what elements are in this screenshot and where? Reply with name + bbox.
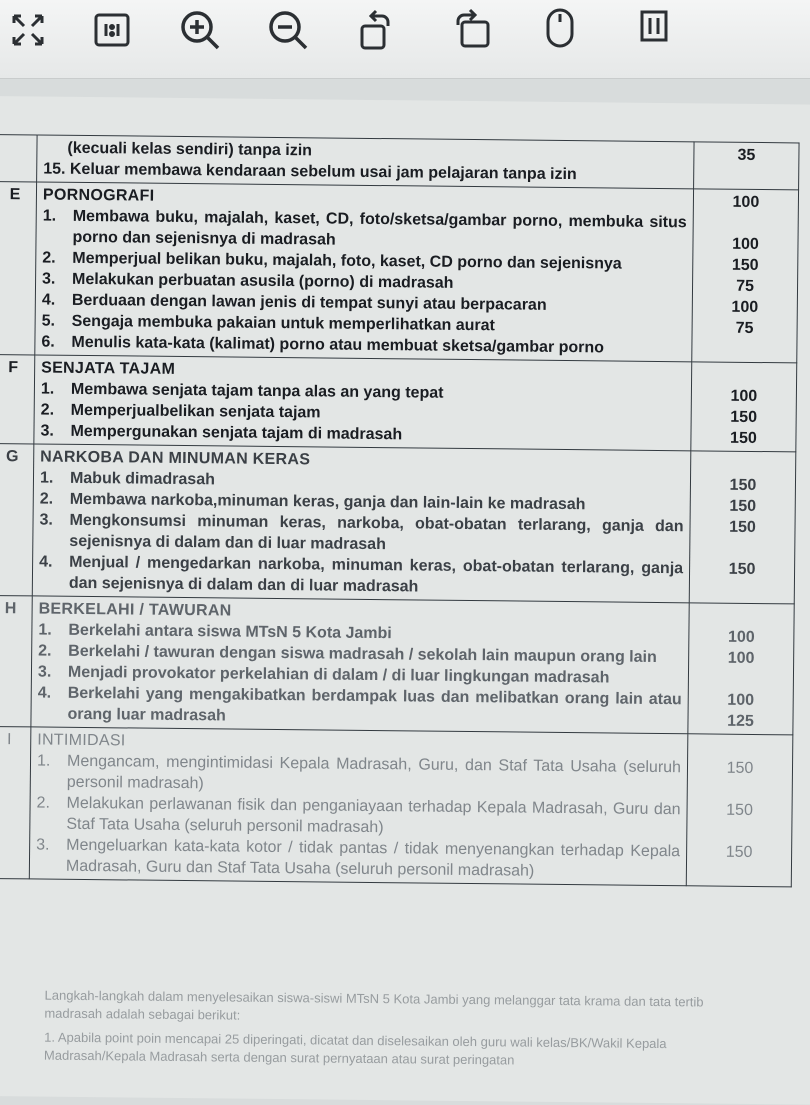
list-item: 2. Membawa narkoba,minuman keras, ganja dan lain-lain ke madrasah [39, 490, 586, 514]
document-page [0, 96, 810, 1105]
list-item: 5. Sengaja membuka pakaian untuk memperlihatkan aurat [41, 312, 495, 335]
section-row [0, 354, 797, 451]
list-item: 4. Menjual / mengedarkan narkoba, minuman keras, obat-obatan terlarang, ganja dan sejenisnya di dalam dan di luar madrasah [39, 553, 684, 596]
rotate-left-button[interactable] [346, 2, 402, 58]
points-value: 150 [730, 429, 757, 448]
list-item: 3. Menjadi provokator perkelahian di dalam / di luar lingkungan madrasah [37, 663, 610, 687]
zoom-out-button[interactable] [260, 2, 316, 58]
list-item: 3. Melakukan perbuatan asusila (porno) di madrasah [41, 270, 454, 292]
list-item: 2. Berkelahi / tawuran dengan siswa madrasah / sekolah lain maupun orang lain [38, 642, 657, 666]
section-code: F [0, 354, 35, 443]
rotate-right-button[interactable] [444, 2, 500, 58]
section-row [0, 443, 796, 603]
points-value: 150 [729, 497, 757, 516]
viewer-toolbar [0, 0, 810, 79]
fullscreen-button[interactable] [0, 2, 56, 58]
points-value: 100 [727, 628, 755, 646]
mouse-button[interactable] [532, 2, 588, 58]
zoom-in-button[interactable] [172, 2, 228, 58]
list-item: 4. Berkelahi yang mengakibatkan berdampak luas dan melibatkan orang lain atau orang luar madrasah [37, 684, 682, 725]
section-code: G [0, 443, 34, 595]
list-item: 2. Melakukan perlawanan fisik dan penganiayaan terhadap Kepala Madrasah, Guru dan Staf Tata Usaha (seluruh personil madrasah) [36, 794, 681, 837]
violation-table [0, 134, 800, 887]
points-value: 150 [728, 560, 756, 578]
list-item: 2. Memperjual belikan buku, majalah, foto, kaset, CD porno dan sejenisnya [42, 249, 622, 273]
zoom-out-icon [264, 6, 312, 54]
points-value: 150 [726, 759, 754, 777]
points-value: 100 [731, 298, 759, 317]
zoom-in-icon [176, 6, 224, 54]
list-item: 1. Berkelahi antara siswa MTsN 5 Kota Jambi [38, 621, 392, 643]
points-value: 150 [730, 408, 758, 427]
points-value: 100 [727, 691, 755, 709]
list-item: 1. Membawa senjata tajam tanpa alas an yang tepat [40, 380, 444, 402]
mouse-icon [536, 6, 584, 54]
points-value: 150 [726, 801, 753, 819]
points-value: 100 [730, 387, 758, 406]
section-title: PORNOGRAFI [42, 186, 155, 205]
table-row [0, 135, 799, 190]
points-value: 150 [731, 256, 759, 275]
section-title: BERKELAHI / TAWURAN [38, 600, 232, 620]
actual-size-button[interactable] [84, 2, 140, 58]
list-item: 2. Memperjualbelikan senjata tajam [40, 401, 321, 422]
points-value: 100 [732, 193, 760, 212]
points-value: 75 [735, 319, 754, 337]
actual-size-icon [88, 6, 136, 54]
list-item: 3. Mempergunakan senjata tajam di madrasah [40, 422, 403, 444]
section-row [0, 595, 794, 734]
list-item: 1. Mabuk dimadrasah [39, 469, 216, 489]
list-item: 6. Menulis kata-kata (kalimat) porno atau membuat sketsa/gambar porno [41, 333, 605, 357]
section-row [0, 182, 799, 363]
list-item: 1. Membawa buku, majalah, kaset, CD, foto/sketsa/gambar porno, membuka situs porno dan sejenisnya di madrasah [42, 207, 687, 249]
list-item: 1. Apabila point poin mencapai 25 diperingati, dicatat dan diselesaikan oleh guru wali kelas/BK/Wakil Kepala Madrasah/Kepala Madrasah serta dengan surat pernyataan atau surat peringatan [43, 1029, 667, 1068]
section-title: SENJATA TAJAM [41, 359, 176, 378]
paragraph: Langkah-langkah dalam menyelesaikan siswa-siswi MTsN 5 Kota Jambi yang melanggar tata krama dan tata tertib madrasah adalah sebagai berikut: [44, 987, 704, 1023]
points-value: 150 [729, 518, 756, 537]
points-value: 150 [729, 476, 757, 495]
list-item: 15. Keluar membawa kendaraan sebelum usai jam pelajaran tanpa izin [43, 160, 577, 184]
delete-icon [630, 6, 678, 54]
section-title: NARKOBA DAN MINUMAN KERAS [40, 448, 311, 469]
continued-text: (kecuali kelas sendiri) tanpa izin [67, 139, 313, 160]
delete-button[interactable] [626, 2, 682, 58]
list-item: 3. Mengeluarkan kata-kata kotor / tidak pantas / tidak menyenangkan terhadap Kepala Madrasah, Guru dan Staf Tata Usaha (seluruh personil madrasah) [36, 836, 681, 880]
list-item: 3. Mengkonsumsi minuman keras, narkoba, obat-obatan terlarang, ganja dan sejenisnya di dalam dan di luar madrasah [39, 511, 684, 554]
section-code: I [0, 726, 31, 878]
section-title: INTIMIDASI [37, 731, 126, 750]
footer-text [44, 987, 745, 1072]
fullscreen-icon [4, 6, 52, 54]
section-row [0, 726, 793, 886]
list-item: 1. Mengancam, mengintimidasi Kepala Madrasah, Guru, dan Staf Tata Usaha (seluruh personil madrasah) [36, 752, 682, 793]
points-value: 75 [736, 277, 755, 295]
section-code: E [0, 182, 37, 355]
points-value: 100 [732, 235, 759, 254]
item-cell [37, 135, 694, 189]
points-value: 35 [737, 146, 756, 164]
rotate-right-icon [448, 6, 496, 54]
section-code: H [0, 595, 32, 726]
points-value: 150 [725, 843, 753, 861]
points-value: 125 [727, 712, 754, 730]
points-value: 100 [727, 649, 755, 667]
rotate-left-icon [350, 6, 398, 54]
list-item: 4. Berduaan dengan lawan jenis di tempat sunyi atau berpacaran [41, 291, 547, 314]
